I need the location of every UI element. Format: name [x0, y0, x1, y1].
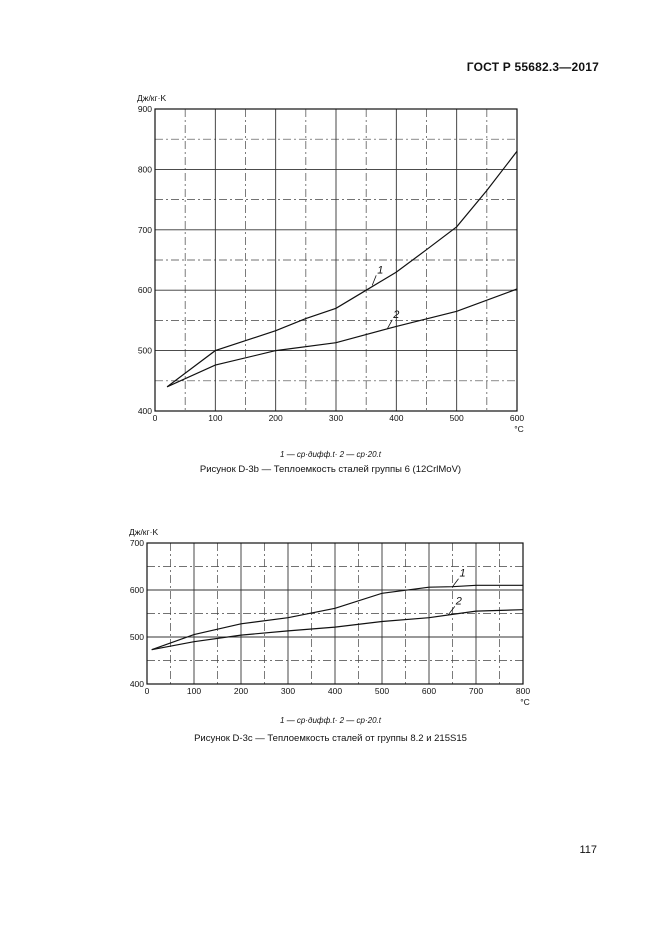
x-tick-label: 0 — [152, 413, 158, 423]
x-tick-label: 600 — [509, 413, 525, 423]
series-line-2 — [152, 610, 523, 650]
x-tick-label: 300 — [280, 686, 296, 696]
y-axis-label: Дж/кг·K — [137, 93, 167, 103]
series-label-2: 2 — [393, 308, 400, 321]
page-number: 117 — [579, 844, 597, 856]
legend-d3c: 1 — cp·дифф.t· 2 — cp·20.t — [280, 716, 381, 725]
x-axis-unit-label: °C — [520, 697, 530, 707]
y-tick-label: 900 — [137, 104, 152, 114]
x-tick-label: 300 — [328, 413, 344, 423]
series-label-1: 1 — [459, 567, 466, 580]
x-tick-label: 800 — [515, 686, 531, 696]
caption-d3b: Рисунок D-3b — Теплоемкость сталей группы 6 (12CrlMoV) — [199, 464, 462, 475]
y-tick-label: 700 — [129, 538, 144, 548]
series-leader-1 — [453, 579, 459, 587]
x-tick-label: 200 — [233, 686, 249, 696]
x-tick-label: 500 — [449, 413, 464, 423]
x-tick-label: 600 — [421, 686, 437, 696]
legend-d3b: 1 — cp·дифф.t· 2 — cp·20.t — [280, 450, 381, 459]
x-axis-unit-label: °C — [514, 424, 524, 434]
series-label-2: 2 — [455, 595, 462, 608]
document-id: ГОСТ Р 55682.3—2017 — [466, 60, 599, 74]
series-label-1: 1 — [377, 264, 384, 277]
x-tick-label: 200 — [268, 413, 283, 423]
y-tick-label: 600 — [129, 585, 144, 595]
x-tick-label: 700 — [468, 686, 484, 696]
y-tick-label: 500 — [129, 632, 144, 642]
x-tick-label: 100 — [208, 413, 223, 423]
y-tick-label: 400 — [129, 679, 144, 689]
x-tick-label: 100 — [186, 686, 202, 696]
y-tick-label: 500 — [137, 345, 152, 356]
x-tick-label: 500 — [374, 686, 390, 696]
x-tick-label: 400 — [389, 413, 404, 423]
x-tick-label: 400 — [327, 686, 343, 696]
y-axis-label: Дж/кг·K — [129, 527, 159, 537]
x-tick-label: 0 — [144, 686, 150, 696]
y-tick-label: 800 — [137, 164, 152, 175]
caption-d3c: Рисунок D-3c — Теплоемкость сталей от группы 8.2 и 215S15 — [194, 733, 467, 744]
y-tick-label: 400 — [137, 406, 152, 416]
y-tick-label: 700 — [137, 224, 152, 235]
y-tick-label: 600 — [137, 285, 152, 296]
